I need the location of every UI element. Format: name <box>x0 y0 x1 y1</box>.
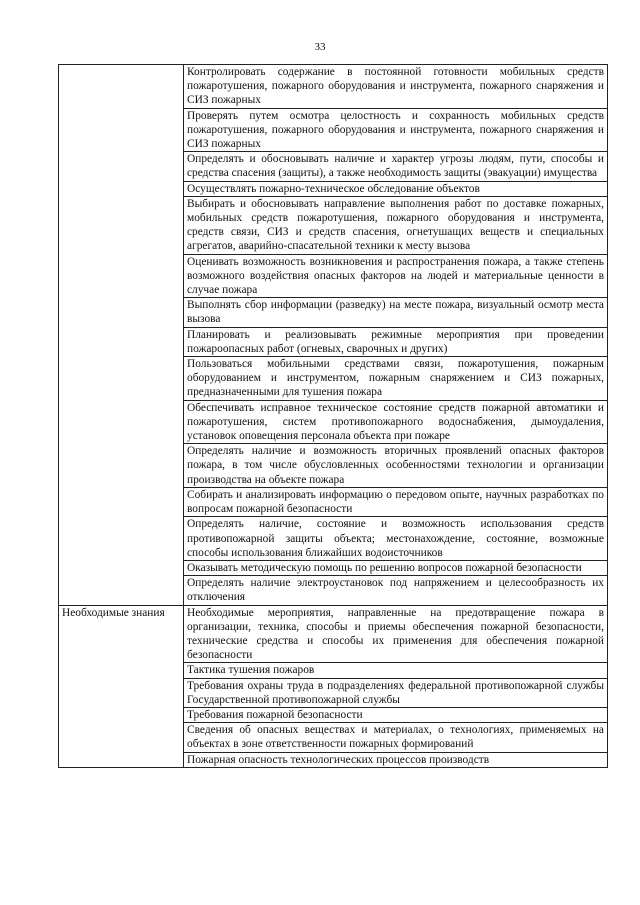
skill-cell: Планировать и реализовывать режимные мероприятия при проведении пожароопасных работ (огневых, сварочных и других) <box>184 327 608 356</box>
knowledge-cell: Требования охраны труда в подразделениях федеральной противопожарной службы Государственной противопожарной службы <box>184 678 608 707</box>
knowledge-label-cell <box>59 605 184 767</box>
table-body <box>59 65 608 768</box>
knowledge-cell: Требования пожарной безопасности <box>184 707 608 722</box>
skill-cell: Выбирать и обосновывать направление выполнения работ по доставке пожарных, мобильных средств пожаротушения, пожарного оборудования и инструмента, средств связи, СИЗ и средств спасения, огнетушащих веществ и специальных агрегатов, аварийно-спасательной техники к месту вызова <box>184 196 608 254</box>
skill-cell: Осуществлять пожарно-техническое обследование объектов <box>184 181 608 196</box>
skill-cell: Определять наличие и возможность вторичных проявлений опасных факторов пожара, в том числе обусловленных особенностями технологии и организации производства на объекте пожара <box>184 444 608 488</box>
skill-cell: Оценивать возможность возникновения и распространения пожара, а также степень возможного воздействия опасных факторов на людей и материальные ценности в случае пожара <box>184 254 608 298</box>
skill-cell: Обеспечивать исправное техническое состояние средств пожарной автоматики и пожаротушения, систем противопожарного водоснабжения, дымоудаления, установок оповещения персонала объекта при пожаре <box>184 400 608 444</box>
skill-cell: Собирать и анализировать информацию о передовом опыте, научных разработках по вопросам пожарной безопасности <box>184 487 608 516</box>
skill-cell: Контролировать содержание в постоянной готовности мобильных средств пожаротушения, пожарного оборудования и инструмента, пожарного снаряжения и СИЗ пожарных <box>184 65 608 109</box>
knowledge-cell: Сведения об опасных веществах и материалах, о технологиях, применяемых на объектах в зоне ответственности пожарных формирований <box>184 723 608 752</box>
skill-cell: Проверять путем осмотра целостность и сохранность мобильных средств пожаротушения, пожарного оборудования и инструмента, пожарного снаряжения и СИЗ пожарных <box>184 108 608 152</box>
table-row <box>59 65 608 109</box>
skill-cell: Определять и обосновывать наличие и характер угрозы людям, пути, способы и средства спасения (защиты), а также необходимость защиты (эвакуации) имущества <box>184 152 608 181</box>
page-number: 33 <box>314 41 326 53</box>
knowledge-cell: Тактика тушения пожаров <box>184 663 608 678</box>
knowledge-label: Необходимые знания <box>62 606 165 619</box>
knowledge-cell: Пожарная опасность технологических процессов производств <box>184 752 608 767</box>
table-row <box>59 605 608 663</box>
skill-cell: Выполнять сбор информации (разведку) на месте пожара, визуальный осмотр места вызова <box>184 298 608 327</box>
skill-cell: Пользоваться мобильными средствами связи, пожаротушения, пожарным оборудованием и инструментом, пожарным снаряжением и СИЗ пожарных, предназначенными для тушения пожара <box>184 357 608 401</box>
skill-cell: Оказывать методическую помощь по решению вопросов пожарной безопасности <box>184 560 608 575</box>
skills-label-cell <box>59 65 184 606</box>
skill-cell: Определять наличие, состояние и возможность использования средств противопожарной защиты объекта; местонахождение, состояние, возможные способы использования ближайших водоисточников <box>184 517 608 561</box>
competency-table <box>58 64 608 768</box>
skill-cell: Определять наличие электроустановок под напряжением и целесообразность их отключения <box>184 576 608 605</box>
knowledge-cell: Необходимые мероприятия, направленные на предотвращение пожара в организации, техника, способы и приемы обеспечения пожарной безопасности, технические средства и способы их применения для обеспечения пожарной безопасности <box>184 605 608 663</box>
